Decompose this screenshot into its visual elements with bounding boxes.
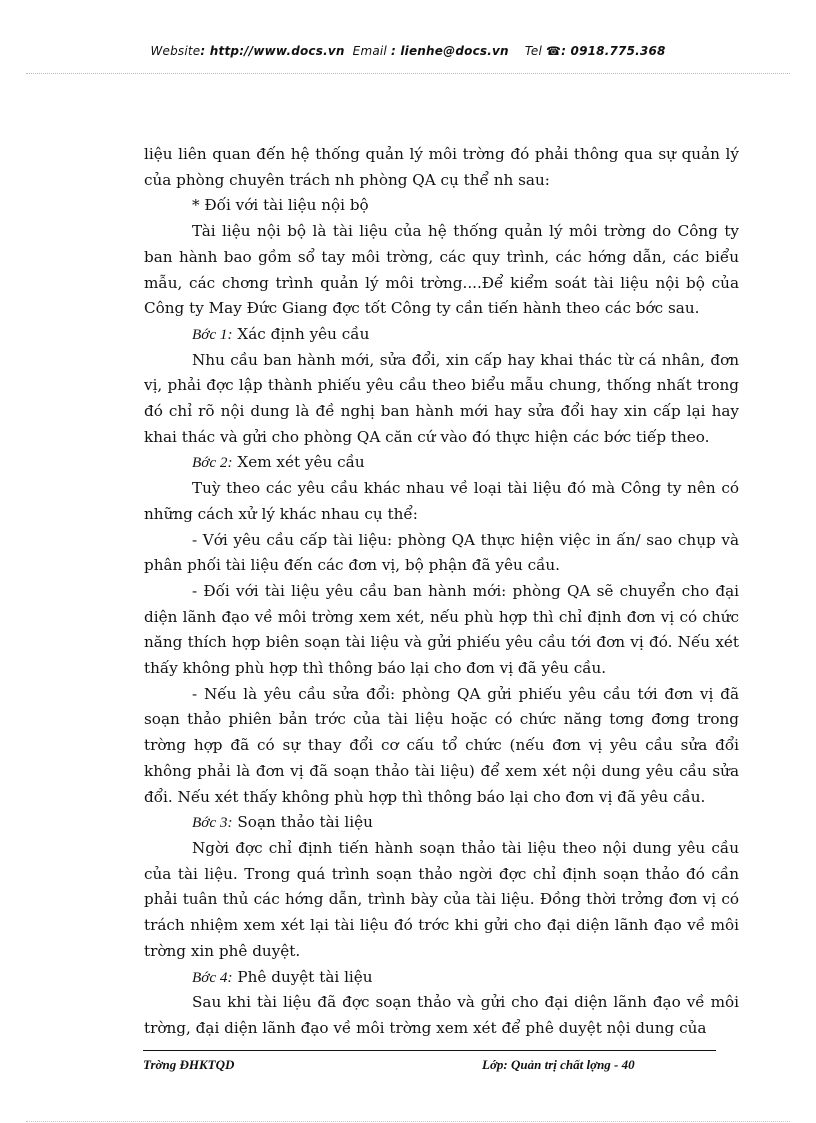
paragraph: liệu liên quan đến hệ thống quản lý môi trờng đó phải thông qua sự quản lý của phòng chuyên trách nh phòng QA cụ thể nh sau: — [144, 145, 739, 189]
step-heading-2 — [144, 450, 739, 476]
tel-number: : 0918.775.368 — [561, 44, 666, 58]
step-label: Bớc 4: — [192, 968, 233, 986]
paragraph: Nhu cầu ban hành mới, sửa đổi, xin cấp hay khai thác từ cá nhân, đơn vị, phải đợc lập thành phiếu yêu cầu theo biểu mẫu chung, thống nhất trong đó chỉ rõ nội dung là đề nghị ban hành mới hay sửa đổi hay xin cấp lại hay khai thác và gửi cho phòng QA căn cứ vào đó thực hiện các bớc tiếp theo. — [144, 350, 739, 446]
phone-icon: ☎ — [546, 44, 562, 58]
footer-class-page: Lớp: Quản trị chất lợng - 40 — [482, 1057, 635, 1072]
email-address[interactable]: : lienhe@docs.vn — [390, 44, 509, 58]
email-label: Email — [352, 44, 387, 58]
step-heading-3 — [144, 810, 739, 836]
step-title: Xem xét yêu cầu — [232, 453, 365, 472]
paragraph: Ngời đợc chỉ định tiến hành soạn thảo tài liệu theo nội dung yêu cầu của tài liệu. Trong quá trình soạn thảo ngời đợc chỉ định soạn thảo đó cần phải tuân thủ các hớng dẫn, trình bày của tài liệu. Đồng thời trởng đơn vị có trách nhiệm xem xét lại tài liệu đó trớc khi gửi cho đại diện lãnh đạo về môi trờng xin phê duyệt. — [144, 838, 739, 960]
page-header — [0, 44, 816, 58]
paragraph: Sau khi tài liệu đã đợc soạn thảo và gửi cho đại diện lãnh đạo về môi trờng, đại diện lãnh đạo về môi trờng xem xét để phê duyệt nội dung của — [144, 993, 739, 1037]
footer-school: Trờng ĐHKTQD — [143, 1057, 235, 1072]
step-heading-1 — [144, 322, 739, 348]
step-label: Bớc 2: — [192, 454, 233, 472]
header-divider — [26, 73, 790, 74]
paragraph: - Với yêu cầu cấp tài liệu: phòng QA thực hiện việc in ấn/ sao chụp và phân phối tài liệu đến các đơn vị, bộ phận đã yêu cầu. — [144, 530, 739, 575]
paragraph: Tuỳ theo các yêu cầu khác nhau về loại tài liệu đó mà Công ty nên có những cách xử lý khác nhau cụ thể: — [144, 479, 739, 523]
paragraph: - Đối với tài liệu yêu cầu ban hành mới: phòng QA sẽ chuyển cho đại diện lãnh đạo về môi trờng xem xét, nếu phù hợp thì chỉ định đơn vị có chức năng thích hợp biên soạn tài liệu và gửi phiếu yêu cầu tới đơn vị đó. Nếu xét thấy không phù hợp thì thông báo lại cho đơn vị đã yêu cầu. — [144, 581, 739, 678]
section-heading: * Đối với tài liệu nội bộ — [192, 196, 369, 215]
step-label: Bớc 1: — [192, 325, 233, 343]
step-title: Xác định yêu cầu — [232, 324, 370, 343]
document-body — [144, 142, 739, 1042]
step-title: Soạn thảo tài liệu — [232, 813, 373, 832]
bottom-divider — [26, 1121, 790, 1122]
step-heading-4 — [144, 965, 739, 991]
step-label: Bớc 3: — [192, 814, 233, 832]
website-label: Website — [150, 44, 201, 58]
paragraph: Tài liệu nội bộ là tài liệu của hệ thống quản lý môi trờng do Công ty ban hành bao gồm sổ tay môi trờng, các quy trình, các hớng dẫn, các biểu mẫu, các chơng trình quản lý môi trờng....Để kiểm soát tài liệu nội bộ của Công ty May Đức Giang đợc tốt Công ty cần tiến hành theo các bớc sau. — [144, 222, 739, 318]
step-title: Phê duyệt tài liệu — [232, 967, 373, 986]
website-url[interactable]: : http://www.docs.vn — [200, 44, 345, 58]
tel-label: Tel — [524, 44, 542, 58]
footer-divider — [143, 1050, 716, 1051]
paragraph: - Nếu là yêu cầu sửa đổi: phòng QA gửi phiếu yêu cầu tới đơn vị đã soạn thảo phiên bản trớc của tài liệu hoặc có chức năng tơng đơng trong trờng hợp đã có sự thay đổi cơ cấu tổ chức (nếu đơn vị yêu cầu sửa đổi không phải là đơn vị đã soạn thảo tài liệu) để xem xét nội dung yêu cầu sửa đổi. Nếu xét thấy không phù hợp thì thông báo lại cho đơn vị đã yêu cầu. — [144, 684, 739, 806]
